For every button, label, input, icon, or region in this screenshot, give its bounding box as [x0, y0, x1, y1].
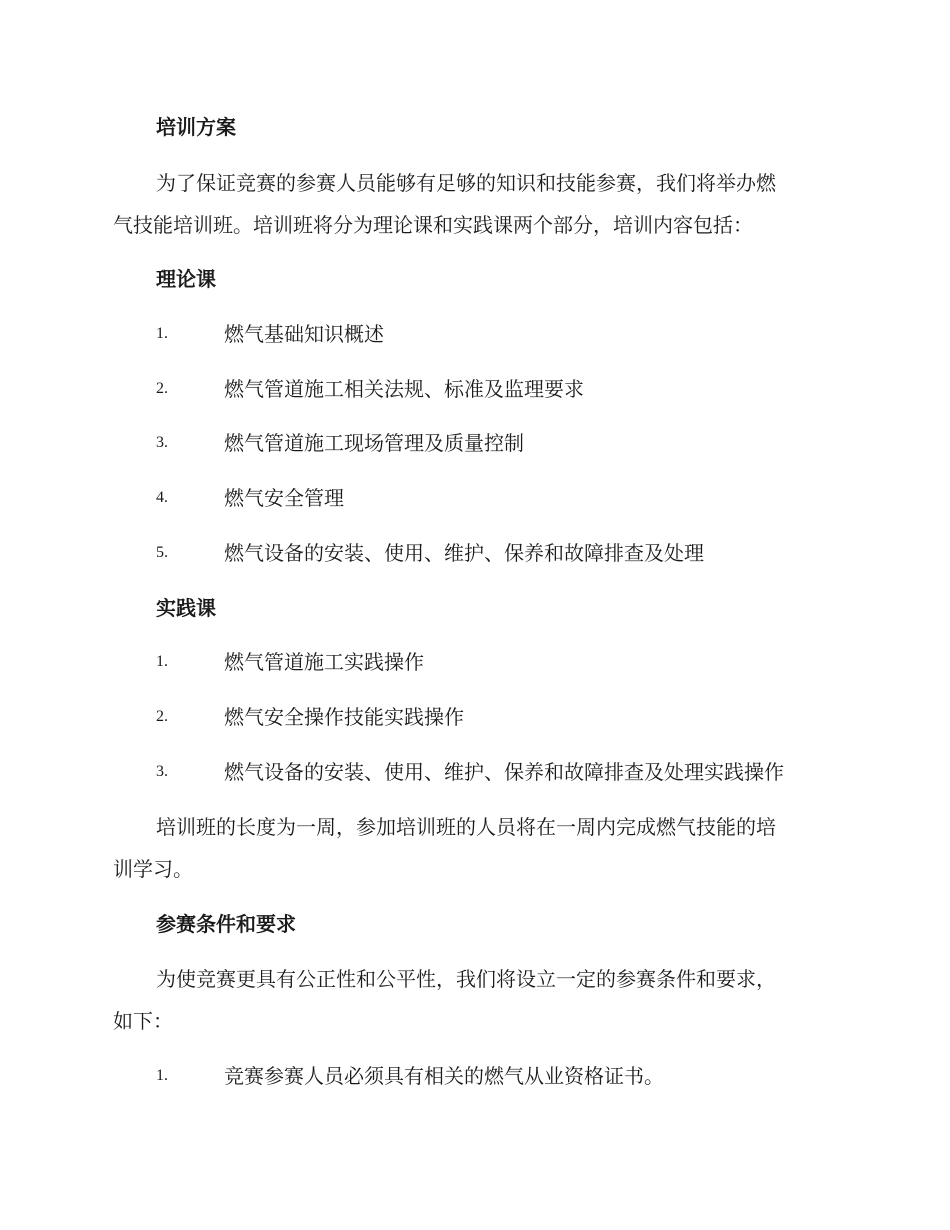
heading-practice: 实践课 [156, 596, 216, 620]
list-item [156, 648, 856, 676]
summary-paragraph-line-1: 培训班的长度为一周，参加培训班的人员将在一周内完成燃气技能的培 [156, 815, 776, 839]
summary-paragraph-line-2: 训学习。 [113, 857, 193, 881]
list-item-text: 竞赛参赛人员必须具有相关的燃气从业资格证书。 [224, 1064, 664, 1088]
requirements-paragraph-line-2: 如下： [113, 1009, 173, 1033]
list-item [156, 1062, 856, 1090]
list-item [156, 703, 856, 731]
list-item-text: 燃气安全管理 [224, 486, 344, 510]
list-item-text: 燃气安全操作技能实践操作 [224, 705, 464, 729]
list-item-text: 燃气管道施工相关法规、标准及监理要求 [224, 377, 584, 401]
requirements-paragraph-line-1: 为使竞赛更具有公正性和公平性，我们将设立一定的参赛条件和要求， [156, 967, 776, 991]
list-item-text: 燃气管道施工现场管理及质量控制 [224, 431, 524, 455]
heading-requirements: 参赛条件和要求 [156, 912, 296, 936]
intro-paragraph-line-1: 为了保证竞赛的参赛人员能够有足够的知识和技能参赛，我们将举办燃 [156, 171, 776, 195]
list-item-text: 燃气设备的安装、使用、维护、保养和故障排查及处理实践操作 [224, 760, 784, 784]
heading-training-plan: 培训方案 [156, 115, 236, 139]
heading-theory: 理论课 [156, 267, 216, 291]
list-item-text: 燃气设备的安装、使用、维护、保养和故障排查及处理 [224, 541, 704, 565]
list-item-number: 3. [156, 434, 168, 451]
list-item-number: 3. [156, 763, 168, 780]
list-item [156, 484, 856, 512]
list-item-number: 1. [156, 1067, 168, 1084]
list-item [156, 320, 856, 348]
list-item-text: 燃气管道施工实践操作 [224, 650, 424, 674]
list-item-number: 1. [156, 653, 168, 670]
list-item-number: 2. [156, 380, 168, 397]
list-item [156, 429, 856, 457]
intro-paragraph-line-2: 气技能培训班。培训班将分为理论课和实践课两个部分，培训内容包括： [113, 213, 753, 237]
list-item [156, 758, 856, 786]
list-item-number: 4. [156, 489, 168, 506]
list-item [156, 375, 856, 403]
list-item-number: 5. [156, 544, 168, 561]
list-item [156, 539, 856, 567]
list-item-number: 1. [156, 325, 168, 342]
list-item-number: 2. [156, 708, 168, 725]
list-item-text: 燃气基础知识概述 [224, 322, 384, 346]
